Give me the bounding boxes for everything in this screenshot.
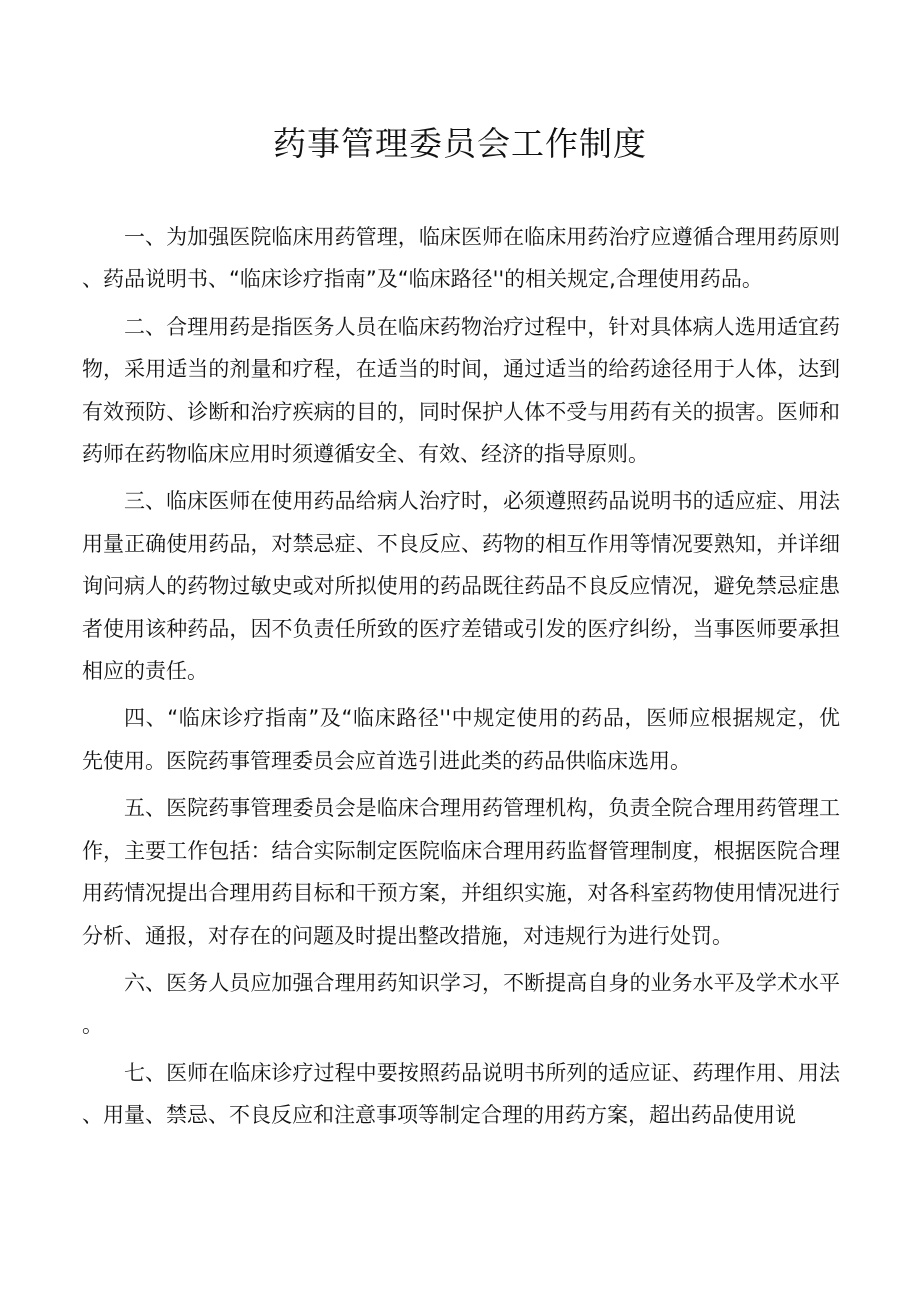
paragraph-4: 四、“临床诊疗指南”及“临床路径''中规定使用的药品，医师应根据规定，优先使用。医院药事管理委员会应首选引进此类的药品供临床选用。 (82, 706, 840, 773)
paragraph-5: 五、医院药事管理委员会是临床合理用药管理机构，负责全院合理用药管理工作，主要工作包括：结合实际制定医院临床合理用药监督管理制度，根据医院合理用药情况提出合理用药目标和干预方案，并组织实施，对各科室药物使用情况进行分析、通报，对存在的问题及时提出整改措施，对违规行为进行处罚。 (82, 796, 840, 948)
paragraph-2: 二、合理用药是指医务人员在临床药物治疗过程中，针对具体病人选用适宜药物，采用适当的剂量和疗程，在适当的时间，通过适当的给药途径用于人体，达到有效预防、诊断和治疗疾病的目的，同时保护人体不受与用药有关的损害。医师和药师在药物临床应用时须遵循安全、有效、经济的指导原则。 (82, 314, 840, 467)
paragraph-3: 三、临床医师在使用药品给病人治疗时，必须遵照药品说明书的适应症、用法用量正确使用药品，对禁忌症、不良反应、药物的相互作用等情况要熟知，并详细询问病人的药物过敏史或对所拟使用的药品既往药品不良反应情况，避免禁忌症患者使用该种药品，因不负责任所致的医疗差错或引发的医疗纠纷，当事医师要承担相应的责任。 (82, 489, 840, 684)
document-body (82, 216, 840, 1142)
paragraph-1: 一、为加强医院临床用药管理，临床医师在临床用药治疗应遵循合理用药原则、药品说明书、“临床诊疗指南”及“临床路径''的相关规定,合理使用药品。 (82, 225, 840, 292)
document-title: 药事管理委员会工作制度 (273, 124, 647, 163)
paragraph-6: 六、医务人员应加强合理用药知识学习，不断提高自身的业务水平及学术水平。 (82, 970, 840, 1038)
paragraph-7: 七、医师在临床诊疗过程中要按照药品说明书所列的适应证、药理作用、用法、用量、禁忌、不良反应和注意事项等制定合理的用药方案，超出药品使用说 (82, 1060, 840, 1128)
